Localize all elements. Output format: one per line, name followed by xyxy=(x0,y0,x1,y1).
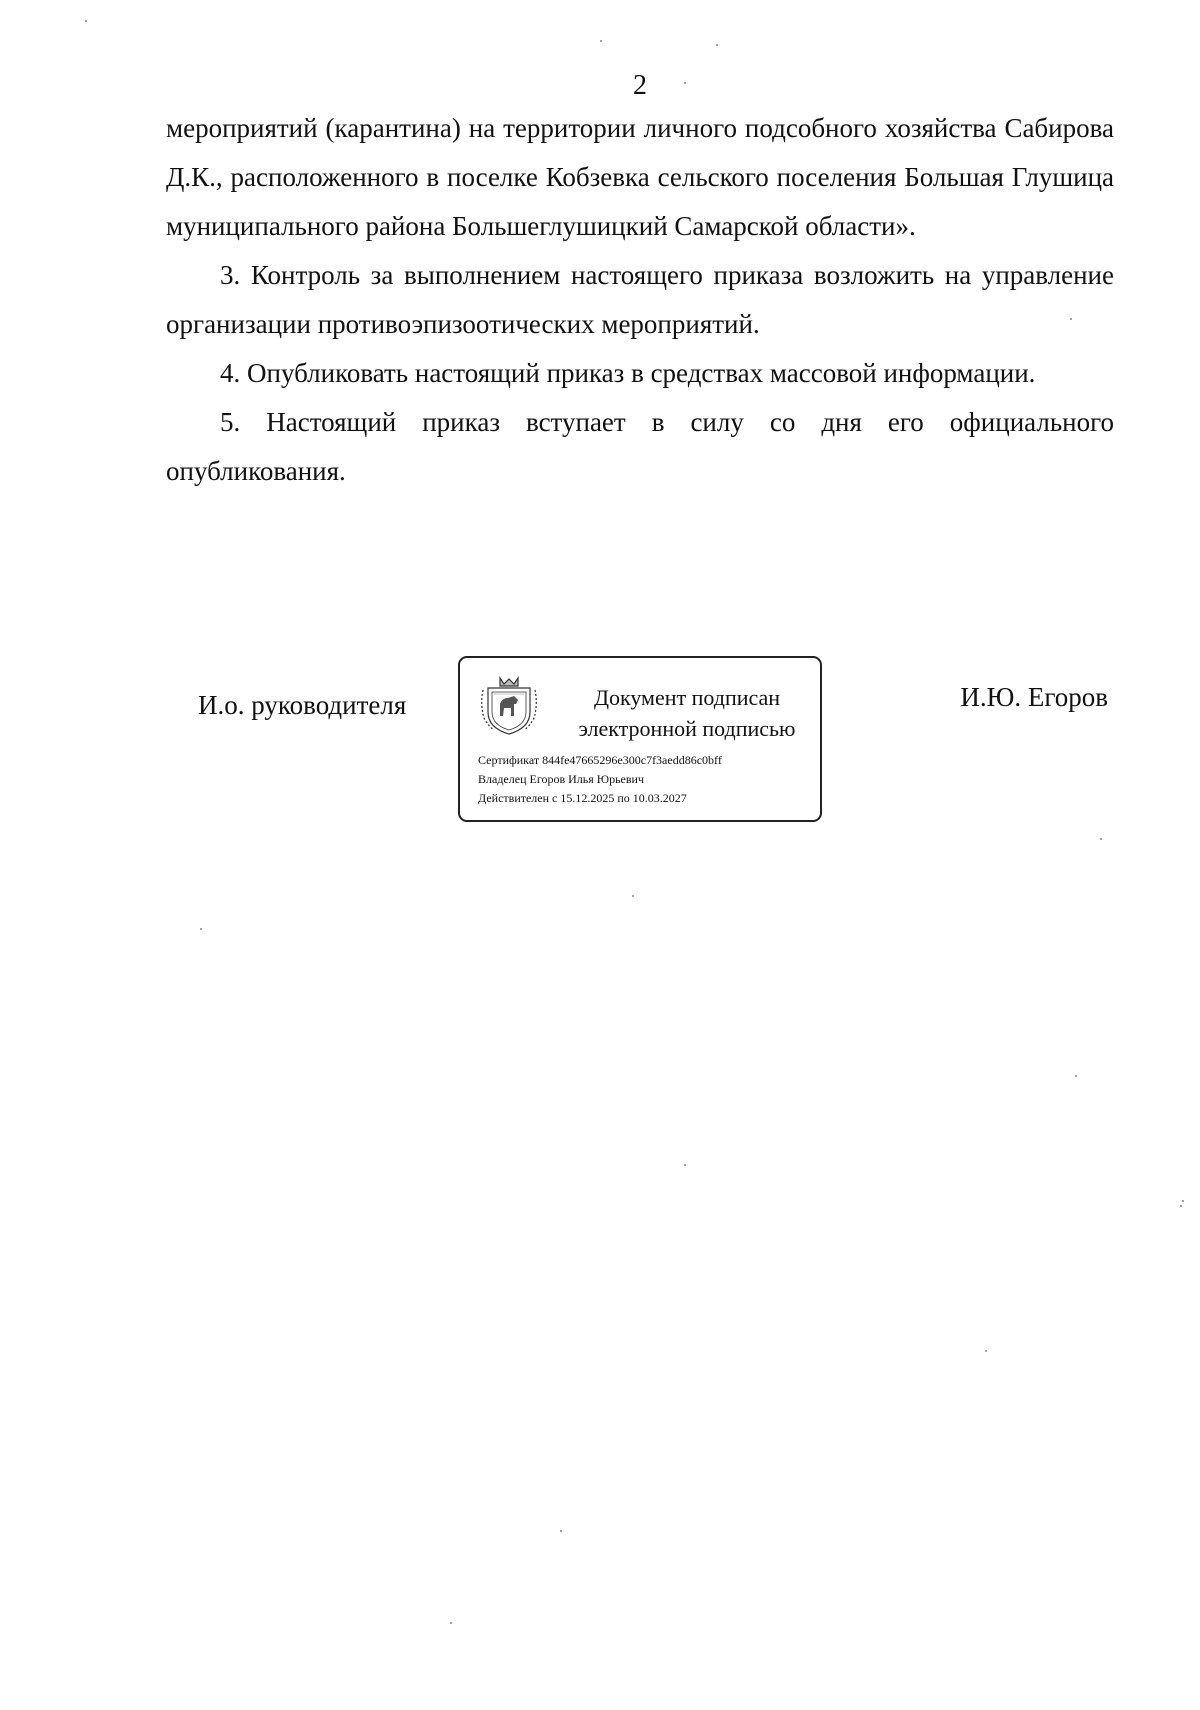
signatory-name: И.Ю. Егоров xyxy=(960,682,1108,712)
page-number: 2 xyxy=(633,70,647,101)
stamp-title-line-2: электронной подписью xyxy=(578,716,796,741)
paragraph-item-5: 5. Настоящий приказ вступает в силу со дня его официального опубликования. xyxy=(166,407,1114,486)
owner-line: Владелец Егоров Илья Юрьевич xyxy=(478,772,645,786)
scan-speck xyxy=(1070,318,1072,320)
certificate-line: Сертификат 844fe47665296e300c7f3aedd86c0bff xyxy=(478,753,722,767)
document-body xyxy=(166,104,1114,496)
paragraph-continuation: мероприятий (карантина) на территории личного подсобного хозяйства Сабирова Д.К., расположенного в поселке Кобзевка сельского поселения Большая Глушица муниципального района Большеглушицкий Самарской области». xyxy=(166,113,1114,241)
paragraph-item-4: 4. Опубликовать настоящий приказ в средствах массовой информации. xyxy=(220,358,1036,388)
scan-speck xyxy=(85,20,87,22)
stamp-details xyxy=(478,751,722,808)
coat-of-arms-icon xyxy=(480,674,538,738)
stamp-title xyxy=(556,682,818,744)
scan-speck xyxy=(1075,1075,1077,1077)
scan-speck xyxy=(600,40,602,42)
stamp-title-line-1: Документ подписан xyxy=(593,685,781,710)
scan-speck xyxy=(1182,1200,1184,1202)
paragraph-item-3: 3. Контроль за выполнением настоящего приказа возложить на управление организации противоэпизоотических мероприятий. xyxy=(166,260,1114,339)
scan-speck xyxy=(450,1622,452,1624)
electronic-signature-stamp xyxy=(458,656,822,822)
scan-speck xyxy=(632,895,634,897)
scan-speck xyxy=(716,44,718,46)
scan-speck xyxy=(684,82,686,84)
scan-speck xyxy=(684,1164,686,1166)
scan-speck xyxy=(1180,1205,1182,1207)
validity-line: Действителен с 15.12.2025 по 10.03.2027 xyxy=(478,791,687,805)
scan-speck xyxy=(985,1350,987,1352)
scan-speck xyxy=(200,928,202,930)
scan-speck xyxy=(560,1530,562,1532)
scan-speck xyxy=(1100,838,1102,840)
signatory-role: И.о. руководителя xyxy=(198,690,407,720)
